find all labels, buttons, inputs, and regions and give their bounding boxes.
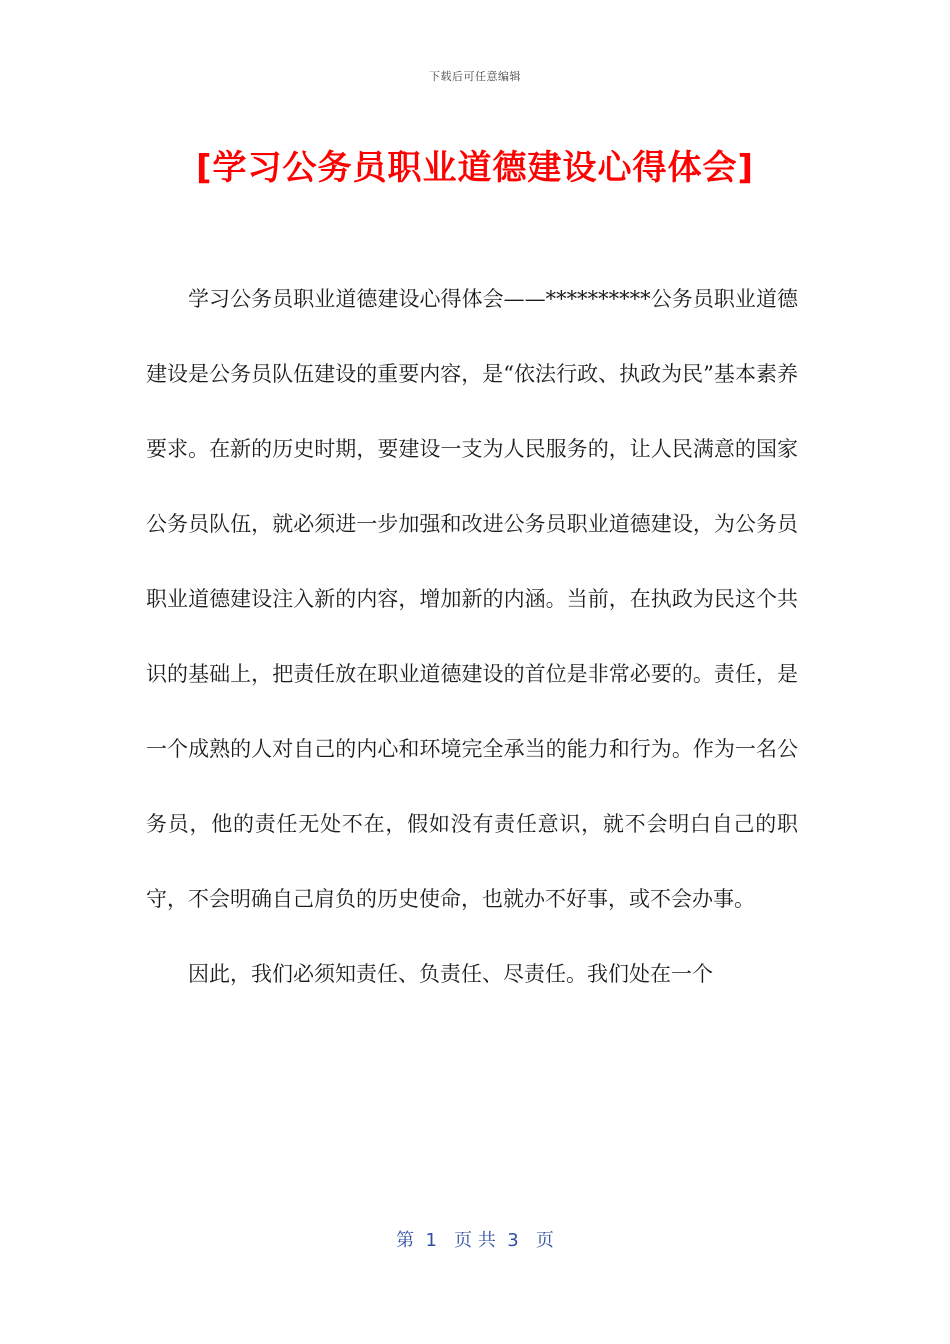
page-number-footer: 第 1 页 共 3 页 (396, 1230, 554, 1251)
paragraph: 学习公务员职业道德建设心得体会——**********公务员职业道德建设是公务员队伍建设的重要内容，是“依法行政、执政为民”基本素养要求。在新的历史时期，要建设一支为人民服务的，让人民满意的国家公务员队伍，就必须进一步加强和改进公务员职业道德建设，为公务员职业道德建设注入新的内容，增加新的内涵。当前，在执政为民这个共识的基础上，把责任放在职业道德建设的首位是非常必要的。责任，是一个成熟的人对自己的内心和环境完全承当的能力和行为。作为一名公务员，他的责任无处不在，假如没有责任意识，就不会明白自己的职守，不会明确自己肩负的历史使命，也就办不好事，或不会办事。 (146, 287, 798, 911)
paragraph: 因此，我们必须知责任、负责任、尽责任。我们处在一个 (188, 962, 713, 986)
header-note: 下载后可任意编辑 (429, 70, 521, 83)
document-title: [学习公务员职业道德建设心得体会] (195, 148, 755, 188)
document-body (146, 262, 798, 1012)
